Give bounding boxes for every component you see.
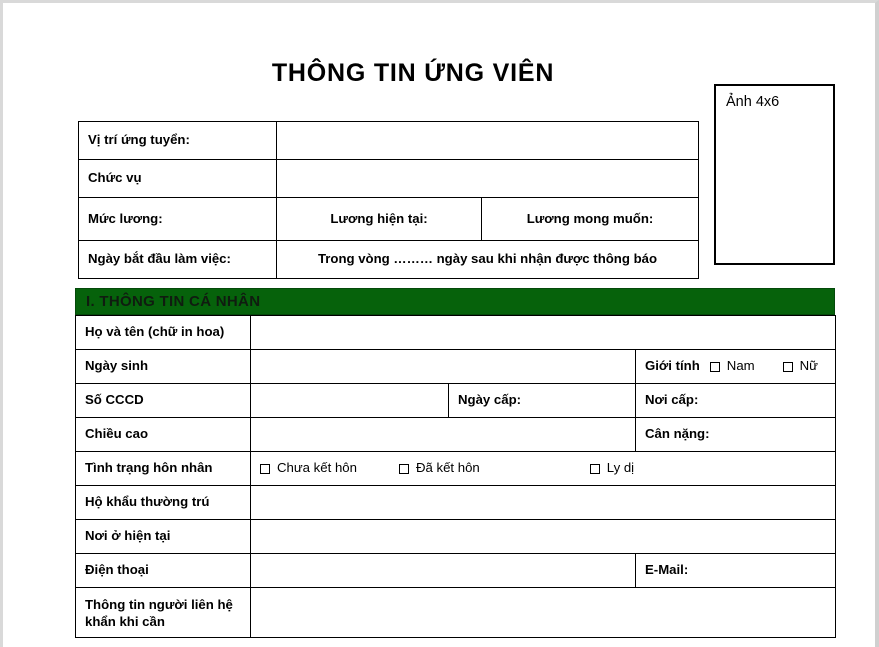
- label-phone: Điện thoại: [76, 554, 251, 588]
- marital-option-single-label: Chưa kết hôn: [277, 460, 357, 476]
- gender-cell: [636, 350, 836, 384]
- table-row: [76, 418, 836, 452]
- label-email: E-Mail:: [636, 554, 836, 588]
- marital-option-divorced[interactable]: [590, 460, 634, 477]
- field-id-number[interactable]: [251, 384, 449, 418]
- gender-option-male[interactable]: [710, 358, 755, 375]
- personal-info-table: [75, 315, 836, 638]
- label-expected-salary: Lương mong muốn:: [482, 198, 699, 241]
- label-gender: Giới tính: [645, 358, 700, 374]
- table-row: [76, 452, 836, 486]
- checkbox-icon[interactable]: [710, 362, 720, 372]
- label-weight: Cân nặng:: [636, 418, 836, 452]
- photo-placeholder-label: Ảnh 4x6: [726, 94, 780, 110]
- gender-option-female-label: Nữ: [799, 358, 818, 374]
- table-row: [76, 554, 836, 588]
- table-row: [76, 588, 836, 638]
- label-emergency-contact: Thông tin người liên hệ khẩn khi cần: [76, 588, 251, 638]
- marital-option-married-label: Đã kết hôn: [415, 460, 480, 476]
- field-job-title[interactable]: [277, 160, 699, 198]
- section-header-label: I. THÔNG TIN CÁ NHÂN: [86, 293, 261, 310]
- field-current-address[interactable]: [251, 520, 836, 554]
- table-row: [79, 241, 699, 279]
- label-job-title: Chức vụ: [79, 160, 277, 198]
- label-marital-status: Tình trạng hôn nhân: [76, 452, 251, 486]
- checkbox-icon[interactable]: [260, 464, 270, 474]
- table-row: [79, 160, 699, 198]
- label-current-address: Nơi ở hiện tại: [76, 520, 251, 554]
- label-height: Chiều cao: [76, 418, 251, 452]
- job-info-table: [78, 121, 699, 279]
- field-full-name[interactable]: [251, 316, 836, 350]
- label-current-salary: Lương hiện tại:: [277, 198, 482, 241]
- label-birth-date: Ngày sinh: [76, 350, 251, 384]
- note-start-date: Trong vòng ……… ngày sau khi nhận được thông báo: [277, 241, 699, 279]
- label-issue-date: Ngày cấp:: [449, 384, 636, 418]
- label-applied-position: Vị trí ứng tuyển:: [79, 122, 277, 160]
- checkbox-icon[interactable]: [783, 362, 793, 372]
- label-issue-place: Nơi cấp:: [636, 384, 836, 418]
- marital-option-single[interactable]: [260, 460, 357, 477]
- table-row: [79, 198, 699, 241]
- label-id-number: Số CCCD: [76, 384, 251, 418]
- field-phone[interactable]: [251, 554, 636, 588]
- marital-option-married[interactable]: [399, 460, 480, 477]
- marital-option-divorced-label: Ly dị: [606, 460, 635, 476]
- section-header-personal-info: [75, 288, 835, 315]
- label-salary: Mức lương:: [79, 198, 277, 241]
- table-row: [76, 316, 836, 350]
- field-applied-position[interactable]: [277, 122, 699, 160]
- checkbox-icon[interactable]: [590, 464, 600, 474]
- table-row: [76, 384, 836, 418]
- page-canvas: [3, 3, 875, 647]
- table-row: [76, 486, 836, 520]
- field-birth-date[interactable]: [251, 350, 636, 384]
- table-row: [76, 520, 836, 554]
- table-row: [76, 350, 836, 384]
- photo-placeholder-box: [714, 84, 835, 265]
- gender-option-female[interactable]: [783, 358, 818, 375]
- checkbox-icon[interactable]: [399, 464, 409, 474]
- field-emergency-contact[interactable]: [251, 588, 836, 638]
- label-full-name: Họ và tên (chữ in hoa): [76, 316, 251, 350]
- label-start-date: Ngày bắt đầu làm việc:: [79, 241, 277, 279]
- table-row: [79, 122, 699, 160]
- gender-option-male-label: Nam: [726, 358, 755, 374]
- page-title: THÔNG TIN ỨNG VIÊN: [271, 59, 555, 87]
- field-permanent-address[interactable]: [251, 486, 836, 520]
- marital-status-cell: [251, 452, 836, 486]
- field-height[interactable]: [251, 418, 636, 452]
- label-permanent-address: Hộ khẩu thường trú: [76, 486, 251, 520]
